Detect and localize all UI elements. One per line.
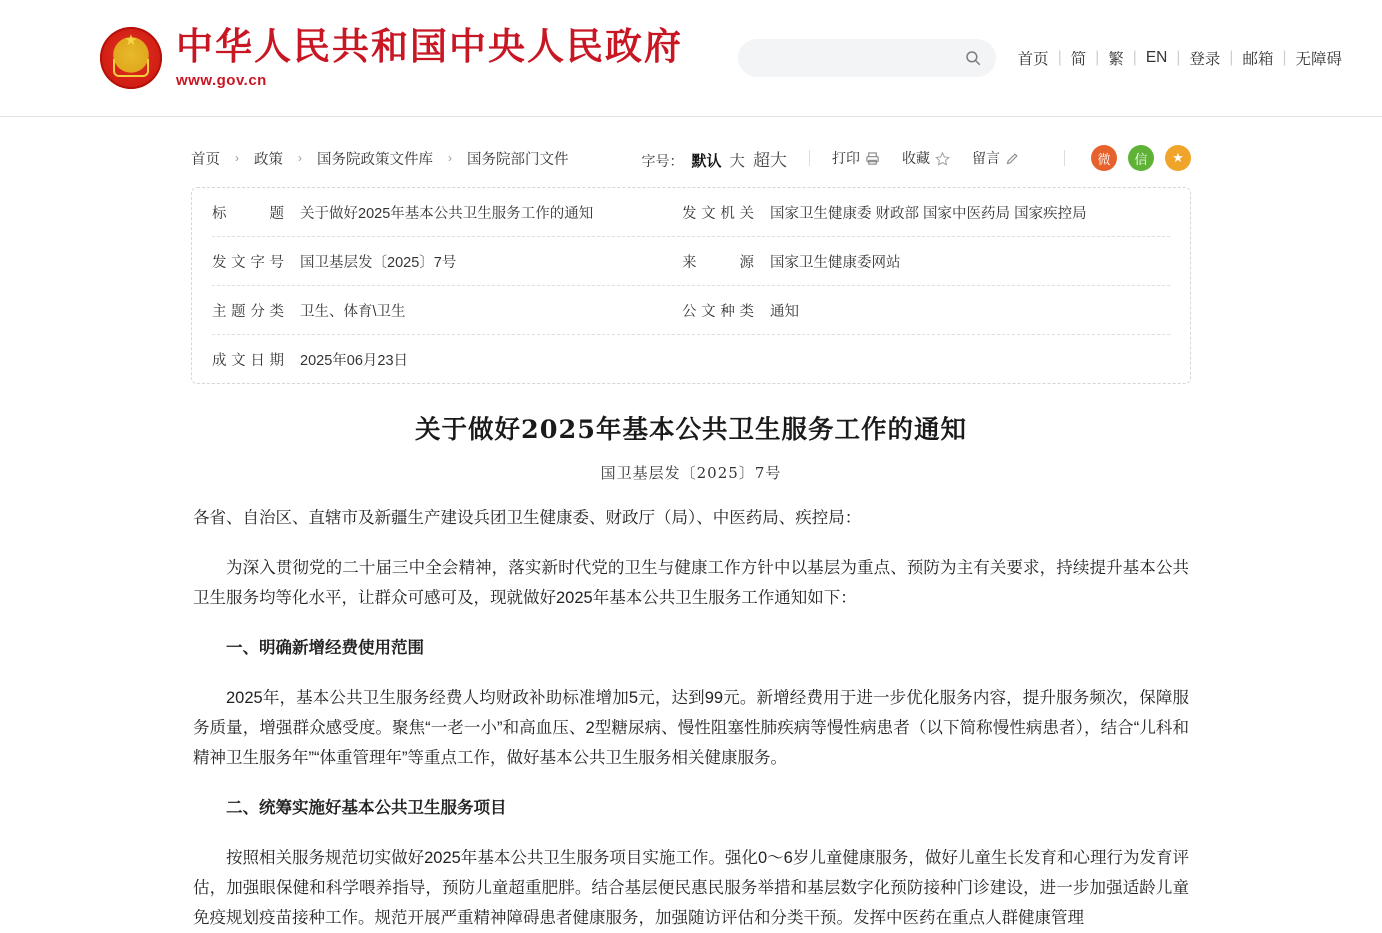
- paragraph-salutation: 各省、自治区、直辖市及新疆生产建设兵团卫生健康委、财政厅（局）、中医药局、疾控局：: [193, 509, 862, 527]
- nav-separator: |: [1132, 49, 1137, 66]
- paragraph-section-2-body: 按照相关服务规范切实做好2025年基本公共卫生服务项目实施工作。强化0～6岁儿童健康服务，做好儿童生长发育和心理行为发育评估，加强眼保健和科学喂养指导，预防儿童超重肥胖。结合基层便民惠民服务举措和基层数字化预防接种门诊建设，进一步加强适龄儿童免疫规划疫苗接种工作。规范开展严重精神障碍患者健康服务，加强随访评估和分类干预。发挥中医药在重点人群健康管理: [193, 849, 1189, 927]
- paragraph-section-1-body: 2025年，基本公共卫生服务经费人均财政补助标准增加5元，达到99元。新增经费用于进一步优化服务内容，提升服务频次，保障服务质量，增强群众感受度。聚焦“一老一小”和高血压、2型糖尿病、慢性阻塞性肺疾病等慢性病患者（以下简称慢性病患者），结合“儿科和精神卫生服务年”“体重管理年”等重点工作，做好基本公共卫生服务相关健康服务。: [193, 689, 1189, 767]
- meta-key-title: 标题: [212, 205, 284, 222]
- table-row: [212, 335, 1170, 383]
- fontsize-option-default[interactable]: 默认: [691, 152, 722, 170]
- nav-separator: |: [1095, 49, 1100, 66]
- nav-item-traditional[interactable]: 繁: [1108, 51, 1124, 68]
- table-row: [212, 188, 1170, 237]
- meta-key-doc-type: 公文种类: [682, 303, 754, 320]
- fontsize-label: 字号：: [641, 152, 684, 169]
- print-button[interactable]: [832, 148, 880, 168]
- page-content: [191, 117, 1191, 933]
- search-icon[interactable]: [964, 49, 982, 67]
- table-row: [212, 237, 1170, 286]
- nav-separator: |: [1229, 49, 1234, 66]
- share-group: [1091, 145, 1191, 171]
- search-box[interactable]: [738, 39, 996, 77]
- page-title: 关于做好2025年基本公共卫生服务工作的通知: [415, 415, 967, 445]
- print-label: 打印: [832, 150, 860, 166]
- header-nav: [1018, 47, 1342, 69]
- meta-key-topic: 主题分类: [212, 303, 284, 320]
- meta-value-doc-type: 通知: [770, 303, 799, 320]
- paragraph-preamble: 为深入贯彻党的二十届三中全会精神，落实新时代党的卫生与健康工作方针中以基层为重点、预防为主有关要求，持续提升基本公共卫生服务均等化水平，让群众可感可及，现就做好2025年基本公共卫生服务工作通知如下：: [193, 559, 1189, 607]
- favorite-button[interactable]: [902, 148, 950, 168]
- meta-value-date: 2025年06月23日: [300, 352, 409, 369]
- nav-item-simplified[interactable]: 简: [1070, 51, 1087, 68]
- nav-item-english[interactable]: EN: [1145, 49, 1168, 66]
- fontsize-control: [641, 146, 787, 171]
- nav-item-home[interactable]: 首页: [1017, 51, 1049, 68]
- meta-value-doc-number: 国卫基层发〔2025〕7号: [300, 254, 457, 271]
- star-outline-icon[interactable]: [935, 151, 950, 166]
- toolbar-divider: [809, 150, 810, 166]
- article-toolbar: [191, 135, 1191, 181]
- nav-separator: |: [1057, 49, 1062, 66]
- meta-value-issuing-agency: 国家卫生健康委 财政部 国家中医药局 国家疾控局: [770, 205, 1087, 222]
- breadcrumb-item-home[interactable]: 首页: [191, 151, 220, 168]
- chevron-right-icon: ›: [448, 151, 452, 165]
- comment-button[interactable]: [972, 148, 1020, 168]
- site-title: 中华人民共和国中央人民政府: [176, 24, 683, 68]
- search-input[interactable]: [752, 49, 964, 67]
- meta-key-issuing-agency: 发文机关: [682, 205, 754, 222]
- favorite-share-icon[interactable]: ★: [1165, 145, 1191, 171]
- site-brand[interactable]: [100, 24, 683, 89]
- comment-label: 留言: [972, 150, 1000, 166]
- meta-value-topic: 卫生、体育\卫生: [300, 303, 406, 320]
- chevron-right-icon: ›: [298, 151, 302, 165]
- article-body: [191, 410, 1191, 933]
- toolbar-divider: [1064, 150, 1065, 166]
- weibo-share-icon[interactable]: 微: [1091, 145, 1117, 171]
- section-heading-2: 二、统筹实施好基本公共卫生服务项目: [226, 799, 507, 817]
- nav-item-login[interactable]: 登录: [1189, 51, 1221, 68]
- site-header: [0, 0, 1382, 117]
- nav-separator: |: [1176, 49, 1181, 66]
- table-row: [212, 286, 1170, 335]
- site-domain: www.gov.cn: [176, 72, 267, 89]
- meta-value-source: 国家卫生健康委网站: [770, 254, 901, 271]
- breadcrumb-item-department-docs[interactable]: 国务院部门文件: [467, 151, 569, 168]
- meta-key-date: 成文日期: [212, 352, 284, 369]
- fontsize-option-large[interactable]: 大: [729, 152, 745, 170]
- nav-item-accessibility[interactable]: 无障碍: [1295, 51, 1342, 68]
- breadcrumb-item-library[interactable]: 国务院政策文件库: [317, 151, 433, 168]
- nav-item-mail[interactable]: 邮箱: [1242, 51, 1274, 68]
- breadcrumb: [191, 148, 569, 169]
- section-heading-1: 一、明确新增经费使用范围: [226, 639, 424, 657]
- document-number: 国卫基层发〔2025〕7号: [600, 464, 782, 482]
- fontsize-option-extra-large[interactable]: 超大: [753, 150, 787, 170]
- nav-separator: |: [1282, 49, 1287, 66]
- meta-key-source: 来源: [682, 254, 754, 271]
- meta-key-doc-number: 发文字号: [212, 254, 284, 271]
- chevron-right-icon: ›: [235, 151, 239, 165]
- printer-icon[interactable]: [865, 151, 880, 166]
- favorite-label: 收藏: [902, 150, 930, 166]
- meta-value-title: 关于做好2025年基本公共卫生服务工作的通知: [300, 205, 594, 222]
- document-meta-table: [191, 187, 1191, 384]
- breadcrumb-item-policy[interactable]: 政策: [254, 151, 283, 168]
- pencil-icon[interactable]: [1005, 151, 1020, 166]
- wechat-share-icon[interactable]: 信: [1128, 145, 1154, 171]
- national-emblem-icon: [100, 27, 162, 89]
